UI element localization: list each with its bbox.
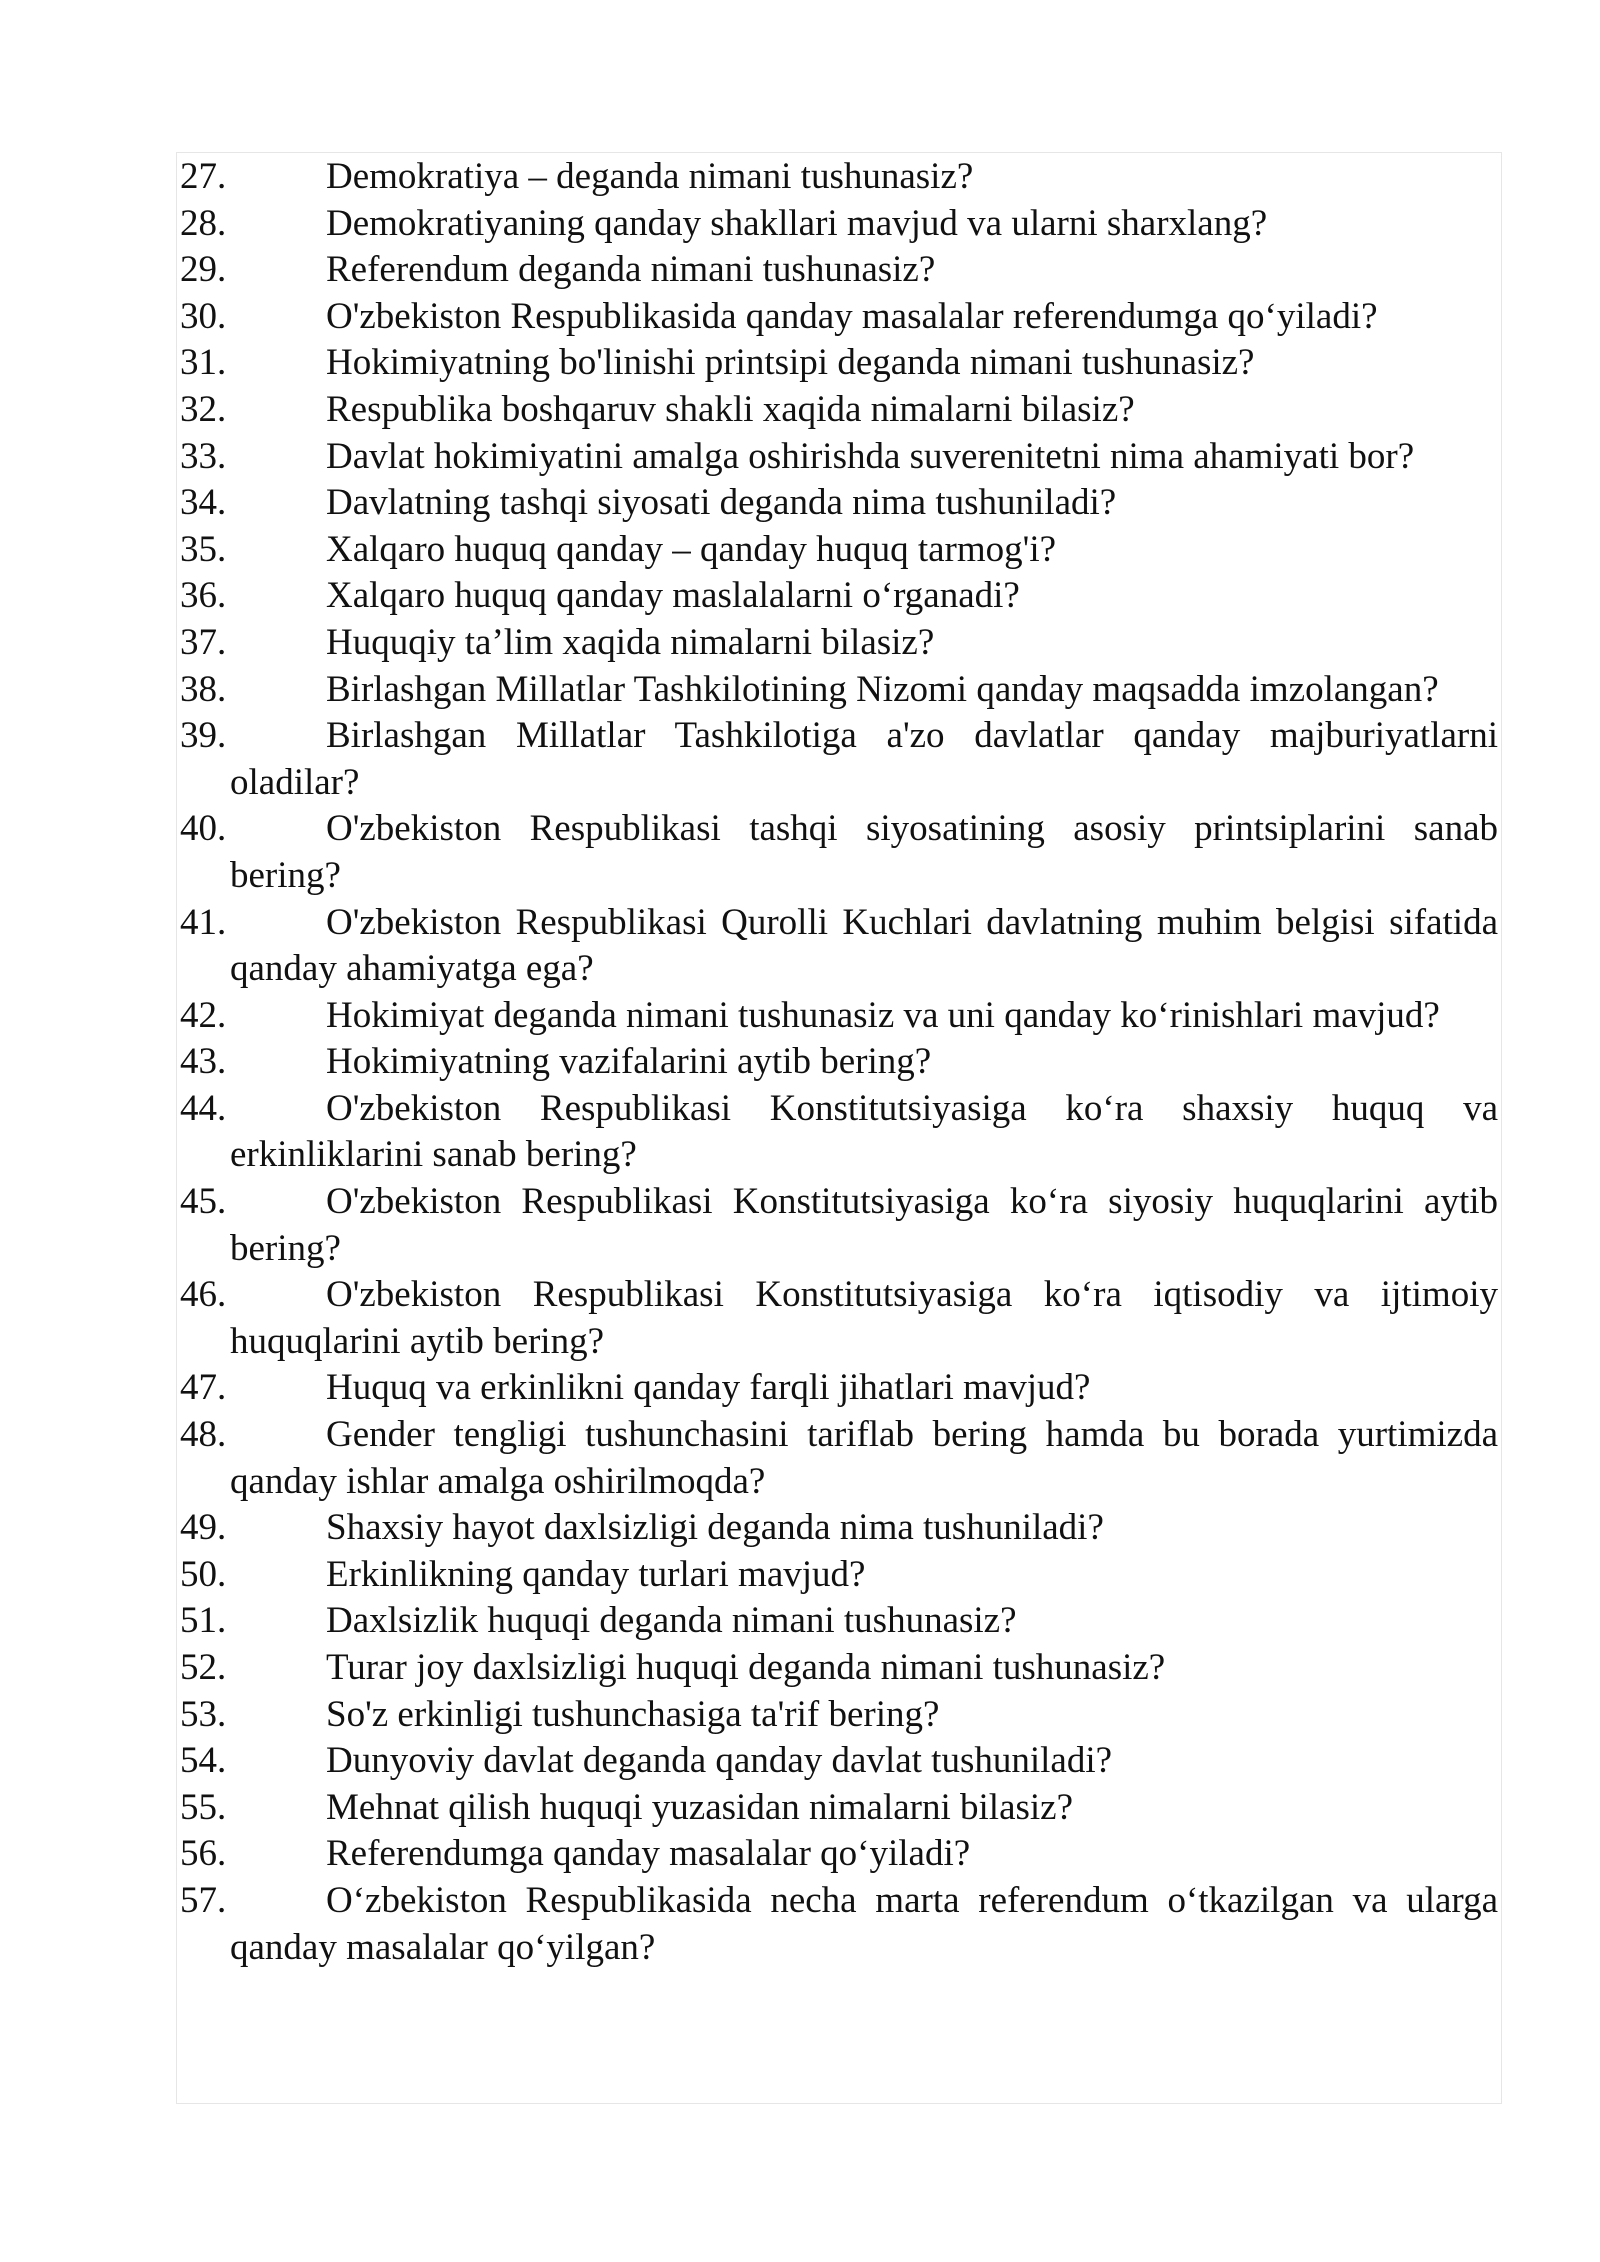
question-text: Respublika boshqaruv shakli xaqida nimalarni bilasiz? [326,388,1135,430]
question-list [180,154,1498,1971]
question-number: 47. [180,1367,227,1409]
question-text: Davlatning tashqi siyosati deganda nima tushuniladi? [326,482,1117,524]
question-text: Turar joy daxlsizligi huquqi deganda nimani tushunasiz? [326,1647,1166,1688]
question-number: 37. [180,621,227,663]
question-text: O'zbekiston Respublikasi Qurolli Kuchlari davlatning muhim belgisi sifatida qanday ahamiyatga ega? [230,901,1498,990]
question-item [180,667,1498,714]
question-item [180,620,1498,667]
question-text: O'zbekiston Respublikasi Konstitutsiyasiga ko‘ra iqtisodiy va ijtimoiy huquqlarini aytib bering? [230,1274,1498,1362]
question-number: 44. [180,1087,227,1129]
question-text: Erkinlikning qanday turlari mavjud? [326,1553,866,1595]
question-item [180,247,1498,294]
question-text: O'zbekiston Respublikasi Konstitutsiyasiga ko‘ra siyosiy huquqlarini aytib bering? [230,1181,1498,1269]
question-item [180,1086,1498,1179]
question-number: 27. [180,156,227,197]
question-text: Referendum deganda nimani tushunasiz? [326,249,936,291]
question-item [180,1179,1498,1272]
question-text: Referendumga qanday masalalar qo‘yiladi? [326,1833,971,1875]
question-text: Hokimiyatning bo'linishi printsipi deganda nimani tushunasiz? [326,342,1255,384]
question-item [180,806,1498,899]
question-text: Huquqiy ta’lim xaqida nimalarni bilasiz? [326,621,935,663]
question-item [180,340,1498,387]
question-text: Shaxsiy hayot daxlsizligi deganda nima tushuniladi? [326,1507,1104,1549]
question-number: 55. [180,1786,227,1828]
question-item [180,154,1498,201]
question-number: 39. [180,715,227,757]
question-text: Mehnat qilish huquqi yuzasidan nimalarni bilasiz? [326,1786,1074,1828]
question-text: Daxlsizlik huquqi deganda nimani tushunasiz? [326,1600,1017,1642]
question-item [180,1692,1498,1739]
question-item [180,434,1498,481]
question-text: O'zbekiston Respublikasida qanday masalalar referendumga qo‘yiladi? [326,295,1378,337]
question-number: 38. [180,668,227,710]
question-item [180,201,1498,248]
question-item [180,387,1498,434]
question-item [180,294,1498,341]
question-text: Birlashgan Millatlar Tashkilotiga a'zo davlatlar qanday majburiyatlarni oladilar? [230,715,1498,803]
question-number: 53. [180,1693,227,1735]
question-text: Hokimiyatning vazifalarini aytib bering? [326,1041,932,1083]
question-number: 32. [180,388,227,430]
question-item [180,480,1498,527]
question-item [180,713,1498,806]
question-text: Hokimiyat deganda nimani tushunasiz va uni qanday ko‘rinishlari mavjud? [326,994,1440,1036]
question-number: 46. [180,1274,227,1316]
question-number: 51. [180,1600,227,1642]
question-text: Huquq va erkinlikni qanday farqli jihatlari mavjud? [326,1367,1091,1409]
question-number: 29. [180,249,227,291]
question-item [180,1552,1498,1599]
question-text: Xalqaro huquq qanday maslalalarni o‘rganadi? [326,575,1020,617]
question-item [180,900,1498,993]
question-number: 57. [180,1879,227,1921]
question-number: 48. [180,1414,227,1456]
question-number: 34. [180,482,227,524]
question-number: 30. [180,295,227,337]
question-text: O‘zbekiston Respublikasida necha marta referendum o‘tkazilgan va ularga qanday masalalar qo‘yilgan? [230,1879,1498,1968]
question-item [180,1738,1498,1785]
question-text: Gender tengligi tushunchasini tariflab bering hamda bu borada yurtimizda qanday ishlar amalga oshirilmoqda? [230,1414,1498,1502]
question-number: 56. [180,1833,227,1875]
question-text: O'zbekiston Respublikasi Konstitutsiyasiga ko‘ra shaxsiy huquq va erkinliklarini sanab bering? [230,1087,1498,1176]
question-item [180,993,1498,1040]
question-number: 40. [180,808,227,850]
question-text: Dunyoviy davlat deganda qanday davlat tushuniladi? [326,1740,1113,1782]
question-number: 36. [180,575,227,617]
question-number: 31. [180,342,227,384]
question-item [180,1412,1498,1505]
question-number: 42. [180,994,227,1036]
question-text: Demokratiyaning qanday shakllari mavjud va ularni sharxlang? [326,202,1268,244]
question-number: 43. [180,1041,227,1083]
question-item [180,1878,1498,1971]
question-number: 45. [180,1181,227,1223]
question-number: 41. [180,901,227,943]
question-text: So'z erkinligi tushunchasiga ta'rif bering? [326,1693,940,1735]
question-item [180,1645,1498,1692]
question-item [180,1831,1498,1878]
question-number: 35. [180,528,227,570]
question-text: Davlat hokimiyatini amalga oshirishda suverenitetni nima ahamiyati bor? [326,435,1415,477]
question-number: 54. [180,1740,227,1782]
question-text: O'zbekiston Respublikasi tashqi siyosatining asosiy printsiplarini sanab bering? [230,808,1498,896]
question-number: 33. [180,435,227,477]
question-item [180,1598,1498,1645]
question-item [180,1785,1498,1832]
question-item [180,1039,1498,1086]
question-item [180,573,1498,620]
question-number: 52. [180,1647,227,1688]
question-item [180,1272,1498,1365]
question-item [180,1505,1498,1552]
question-number: 50. [180,1553,227,1595]
question-item [180,1365,1498,1412]
question-text: Birlashgan Millatlar Tashkilotining Nizomi qanday maqsadda imzolangan? [326,668,1439,710]
question-text: Demokratiya – deganda nimani tushunasiz? [326,156,974,197]
question-number: 49. [180,1507,227,1549]
question-item [180,527,1498,574]
question-text: Xalqaro huquq qanday – qanday huquq tarmog'i? [326,528,1057,570]
question-number: 28. [180,202,227,244]
